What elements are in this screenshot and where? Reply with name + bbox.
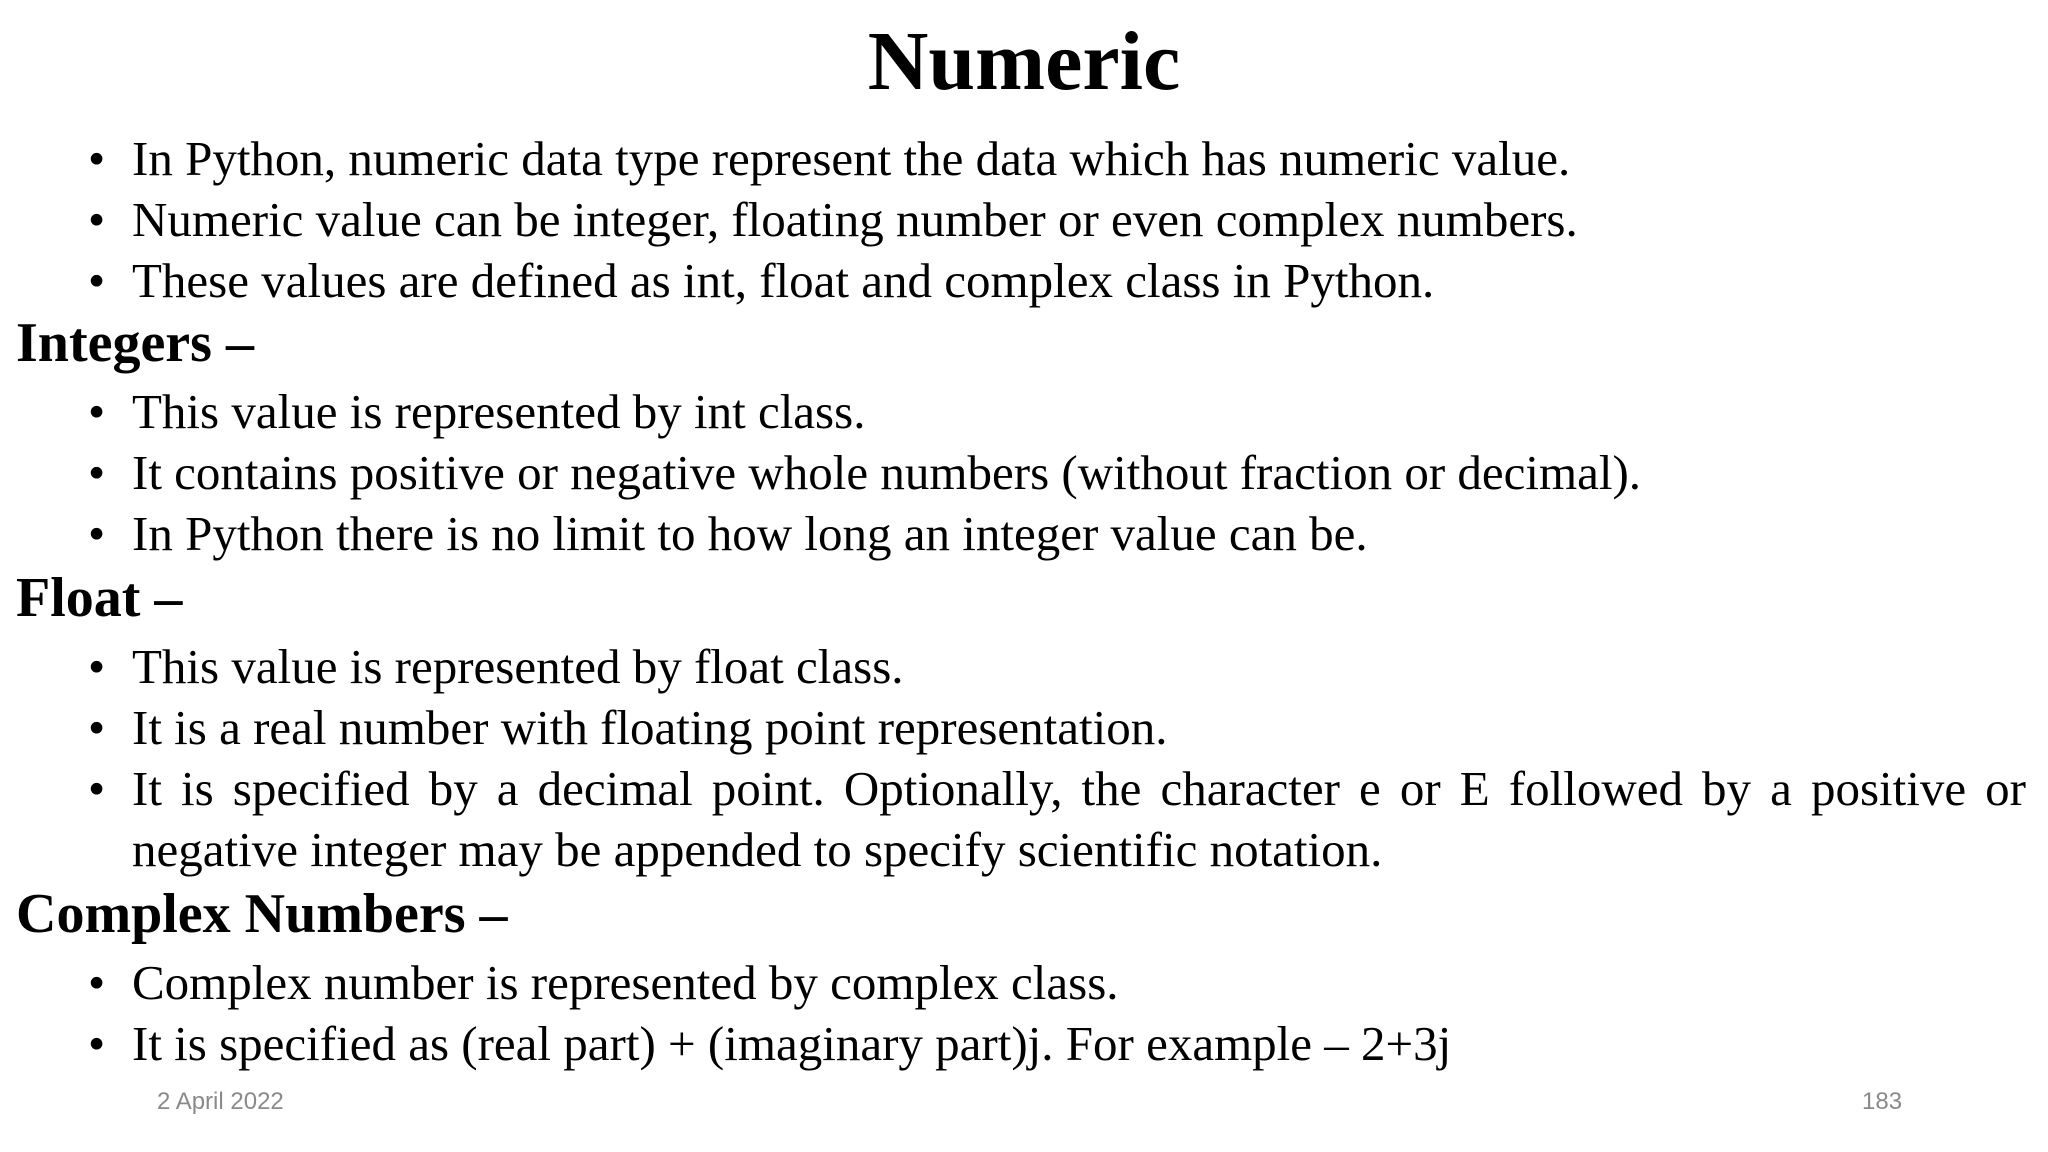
footer-page-number: 183 [1862, 1088, 1903, 1115]
bullet-text: This value is represented by float class. [132, 639, 904, 694]
section-float [16, 566, 2026, 880]
bullet-item [16, 1013, 2026, 1074]
bullet-item [16, 697, 2026, 758]
bullet-dot: • [88, 761, 106, 816]
bullet-dot: • [88, 253, 106, 308]
bullet-item [16, 250, 2026, 311]
footer-date: 2 April 2022 [157, 1088, 284, 1115]
bullet-text: It is a real number with floating point representation. [132, 700, 1168, 755]
section-bullet-list [16, 952, 2026, 1074]
section-heading: Float – [16, 567, 183, 629]
section-complex-numbers [16, 882, 2026, 1074]
bullet-text: Complex number is represented by complex class. [132, 955, 1119, 1010]
bullet-text: This value is represented by int class. [132, 384, 866, 439]
bullet-text: It contains positive or negative whole numbers (without fraction or decimal). [132, 445, 1642, 500]
bullet-text: It is specified by a decimal point. Optionally, the character e or E followed by a positive or negative integer may be appended to specify scientific notation. [132, 761, 2026, 877]
bullet-item [16, 503, 2026, 564]
bullet-text: Numeric value can be integer, floating number or even complex numbers. [132, 192, 1578, 247]
section-bullet-list [16, 381, 2026, 564]
bullet-item [16, 952, 2026, 1013]
bullet-dot: • [88, 955, 106, 1010]
bullet-text: In Python there is no limit to how long an integer value can be. [132, 506, 1368, 561]
section-integers [16, 311, 2026, 564]
bullet-item [16, 758, 2026, 880]
bullet-dot: • [88, 1016, 106, 1071]
section-bullet-list [16, 636, 2026, 880]
bullet-text: In Python, numeric data type represent the data which has numeric value. [132, 131, 1571, 186]
bullet-item [16, 189, 2026, 250]
bullet-dot: • [88, 506, 106, 561]
bullet-dot: • [88, 192, 106, 247]
section-heading: Complex Numbers – [16, 883, 508, 945]
bullet-dot: • [88, 131, 106, 186]
bullet-text: These values are defined as int, float and complex class in Python. [132, 253, 1435, 308]
slide-content [16, 128, 2026, 1076]
intro-bullet-list [16, 128, 2026, 311]
section-heading: Integers – [16, 312, 254, 374]
bullet-text: It is specified as (real part) + (imaginary part)j. For example – 2+3j [132, 1016, 1452, 1071]
slide-title: Numeric [867, 15, 1181, 108]
bullet-dot: • [88, 639, 106, 694]
bullet-dot: • [88, 445, 106, 500]
bullet-item [16, 636, 2026, 697]
bullet-dot: • [88, 700, 106, 755]
bullet-item [16, 128, 2026, 189]
bullet-item [16, 381, 2026, 442]
bullet-item [16, 442, 2026, 503]
bullet-dot: • [88, 384, 106, 439]
